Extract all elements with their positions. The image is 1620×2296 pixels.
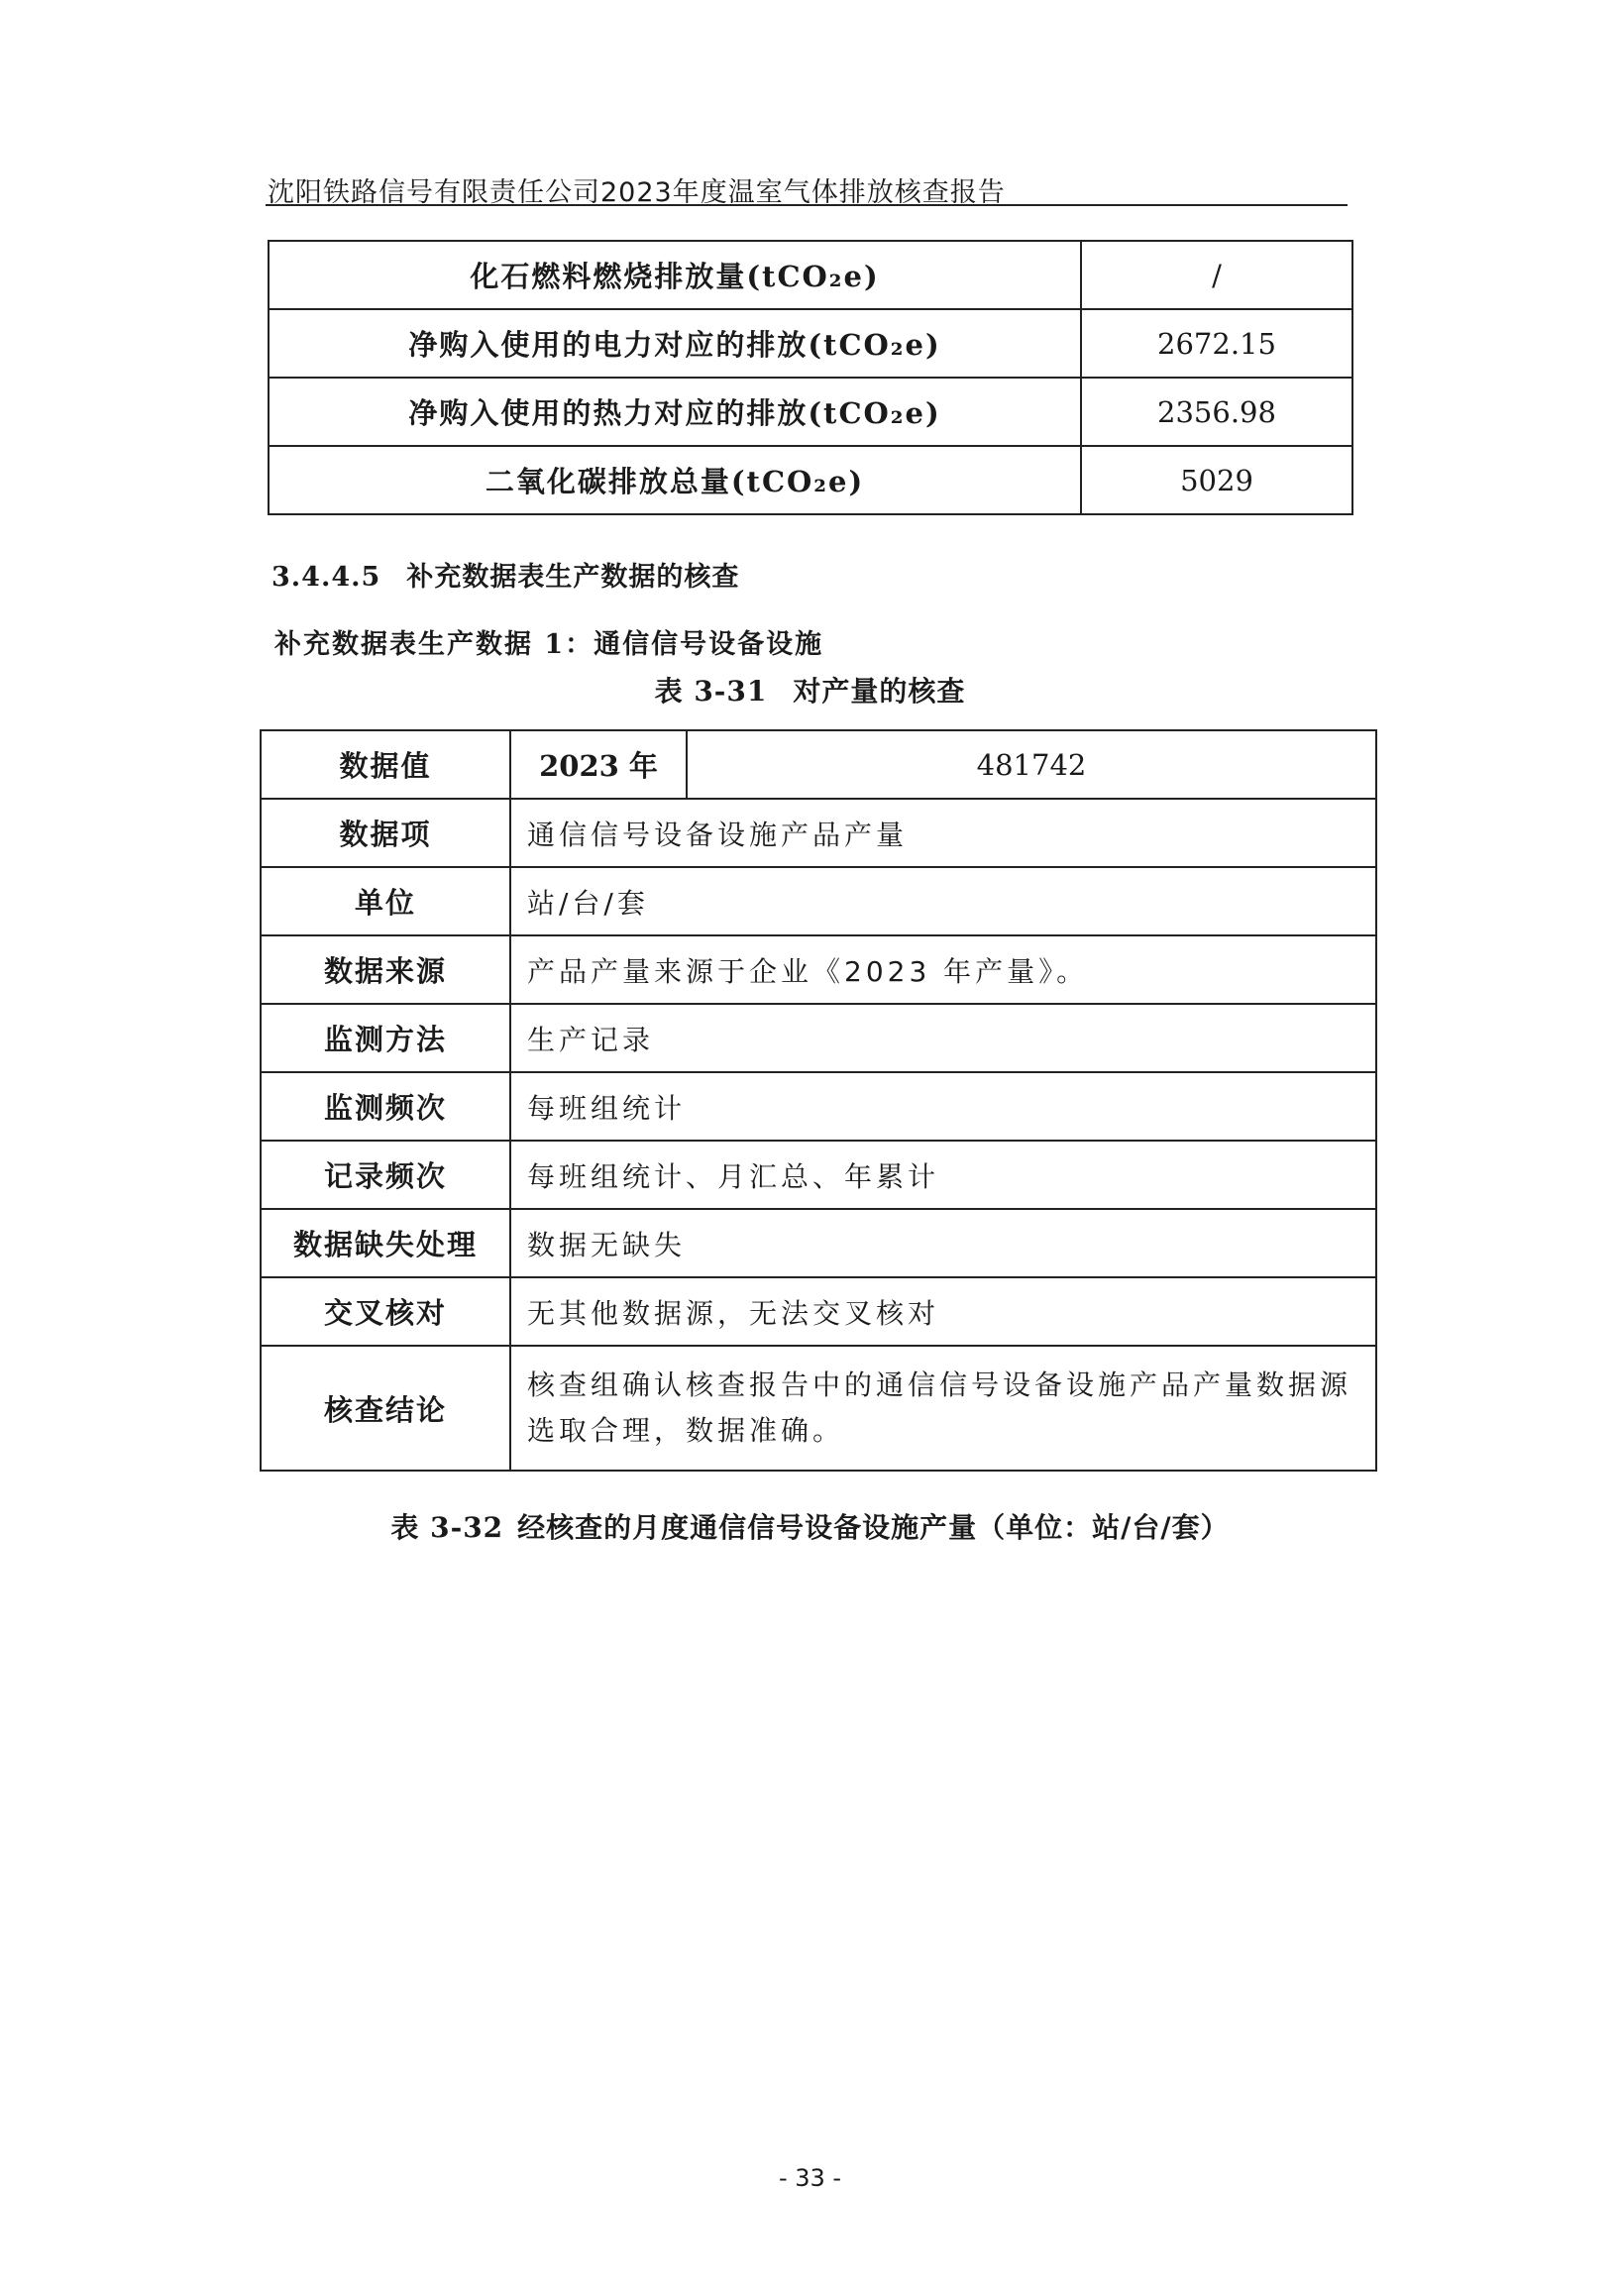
row-text: 每班组统计 — [510, 1072, 1376, 1141]
row-label: 交叉核对 — [261, 1277, 510, 1346]
report-header-title: 沈阳铁路信号有限责任公司2023年度温室气体排放核查报告 — [268, 177, 1006, 208]
row-label: 数据值 — [261, 730, 510, 799]
table-row — [261, 935, 1376, 1004]
emission-value: 2672.15 — [1081, 309, 1352, 378]
production-check-table — [260, 729, 1377, 1472]
caption-number: 表 3-31 — [654, 675, 768, 708]
table-row — [261, 799, 1376, 867]
caption-number: 表 3-32 — [390, 1511, 504, 1544]
table-row — [261, 1346, 1376, 1471]
row-text: 生产记录 — [510, 1004, 1376, 1072]
emission-value: 5029 — [1081, 446, 1352, 514]
row-label: 核查结论 — [261, 1346, 510, 1471]
section-number: 3.4.4.5 — [271, 562, 381, 593]
table-row — [269, 309, 1352, 378]
caption-title: 对产量的核查 — [793, 675, 966, 708]
year-cell: 2023 年 — [510, 730, 687, 799]
row-label: 单位 — [261, 867, 510, 935]
section-title: 补充数据表生产数据的核查 — [406, 562, 740, 593]
value-cell: 481742 — [687, 730, 1376, 799]
emission-label: 二氧化碳排放总量(tCO₂e) — [269, 446, 1081, 514]
table-row — [269, 241, 1352, 309]
subheading: 补充数据表生产数据 1：通信信号设备设施 — [274, 629, 824, 660]
row-label: 监测频次 — [261, 1072, 510, 1141]
caption-title: 经核查的月度通信信号设备设施产量（单位：站/台/套） — [517, 1511, 1230, 1544]
emission-label: 净购入使用的电力对应的排放(tCO₂e) — [269, 309, 1081, 378]
row-text: 数据无缺失 — [510, 1209, 1376, 1277]
emission-value: / — [1081, 241, 1352, 309]
row-text: 产品产量来源于企业《2023 年产量》。 — [510, 935, 1376, 1004]
row-label: 数据缺失处理 — [261, 1209, 510, 1277]
emission-label: 净购入使用的热力对应的排放(tCO₂e) — [269, 378, 1081, 446]
row-label: 监测方法 — [261, 1004, 510, 1072]
page-number: - 33 - — [778, 2164, 842, 2192]
table-row — [261, 1072, 1376, 1141]
table-row — [261, 730, 1376, 799]
table-row — [261, 1209, 1376, 1277]
row-label: 记录频次 — [261, 1141, 510, 1209]
table-row — [269, 378, 1352, 446]
row-label: 数据来源 — [261, 935, 510, 1004]
row-label: 数据项 — [261, 799, 510, 867]
table-row — [261, 1277, 1376, 1346]
table-row — [261, 867, 1376, 935]
row-text: 站/台/套 — [510, 867, 1376, 935]
table-row — [261, 1141, 1376, 1209]
emission-value: 2356.98 — [1081, 378, 1352, 446]
section-heading — [271, 555, 739, 594]
row-text: 通信信号设备设施产品产量 — [510, 799, 1376, 867]
header-rule — [266, 204, 1348, 206]
row-text: 无其他数据源，无法交叉核对 — [510, 1277, 1376, 1346]
row-text: 每班组统计、月汇总、年累计 — [510, 1141, 1376, 1209]
row-text: 核查组确认核查报告中的通信信号设备设施产品产量数据源选取合理，数据准确。 — [510, 1346, 1376, 1471]
table-caption — [0, 670, 1620, 710]
table-row — [261, 1004, 1376, 1072]
table-caption — [0, 1506, 1620, 1546]
emission-label: 化石燃料燃烧排放量(tCO₂e) — [269, 241, 1081, 309]
table-row — [269, 446, 1352, 514]
emissions-table — [268, 240, 1353, 515]
